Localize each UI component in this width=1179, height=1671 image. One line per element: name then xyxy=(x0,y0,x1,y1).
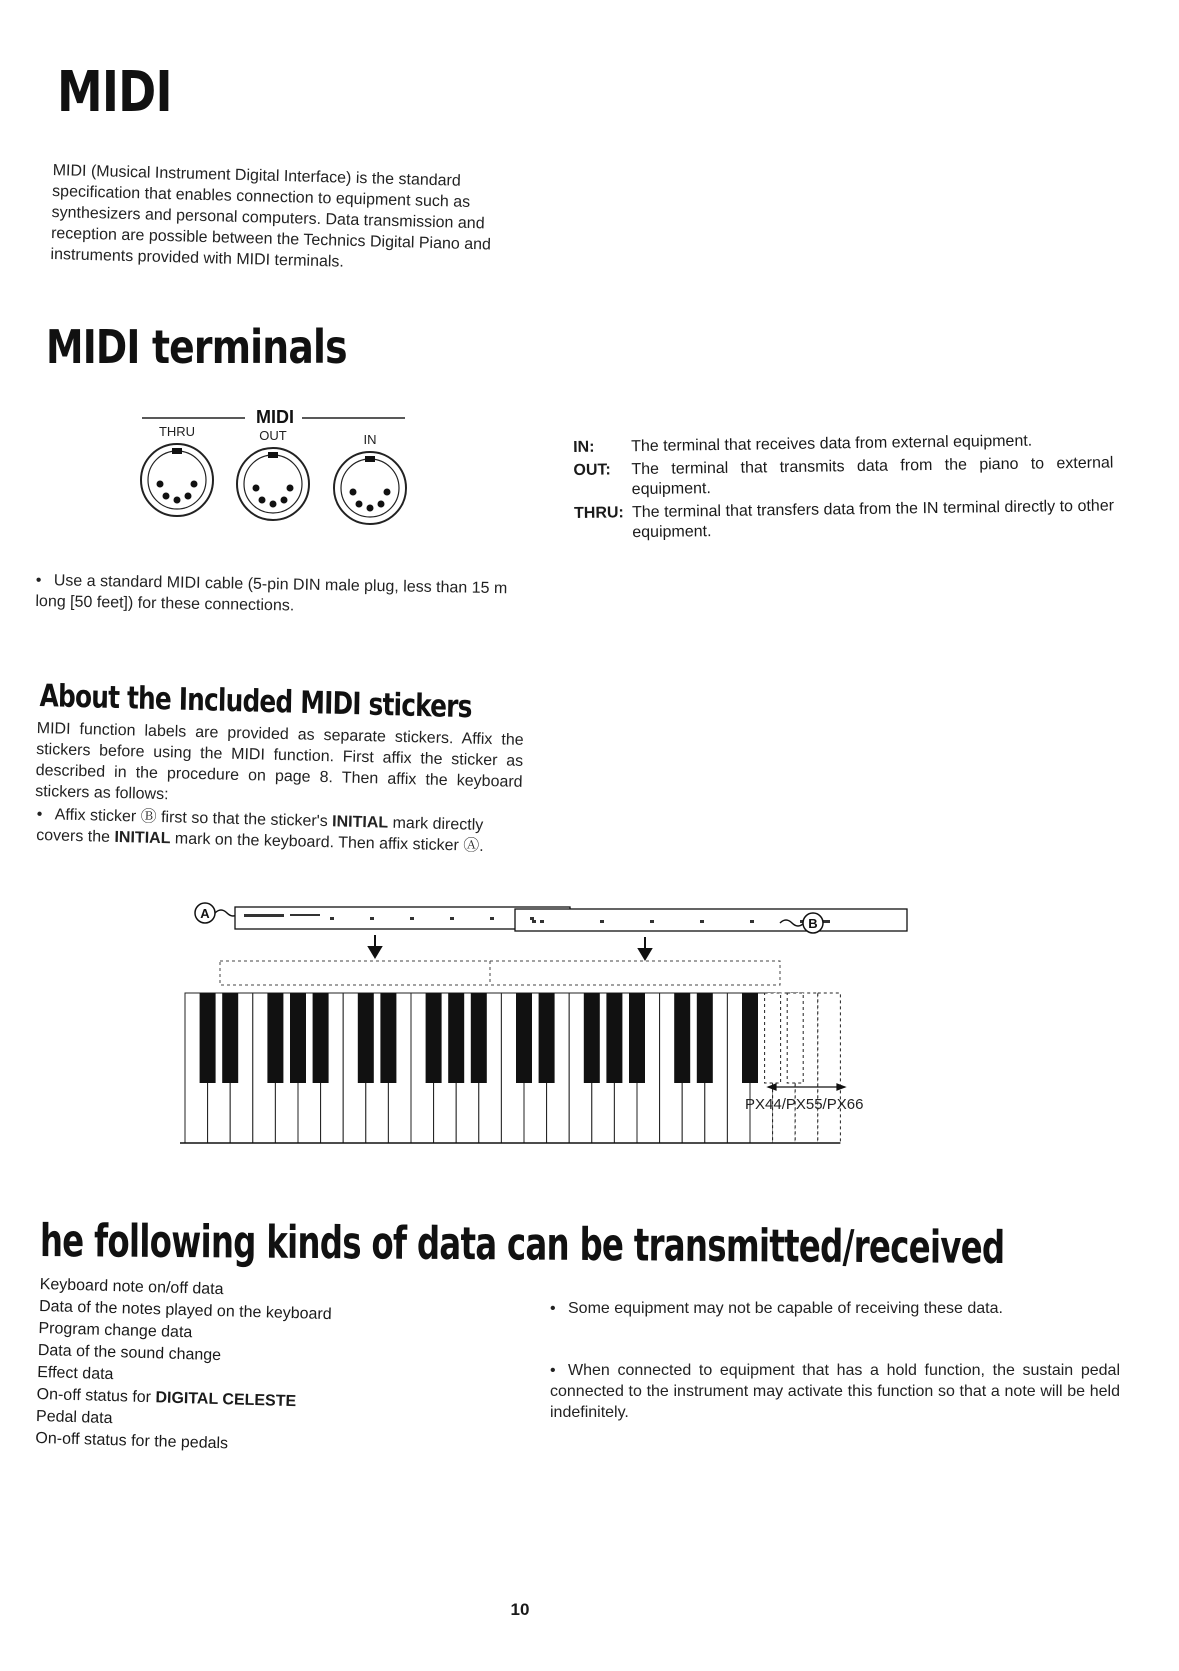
black-key xyxy=(200,993,216,1083)
definition-in: IN: The terminal that receives data from external equipment. xyxy=(573,432,1033,456)
midi-terminals-diagram xyxy=(130,398,430,533)
black-key xyxy=(290,993,306,1083)
bullet-icon: • xyxy=(550,1300,556,1317)
down-arrow-icon xyxy=(369,935,381,957)
data-kinds-list xyxy=(35,1274,332,1458)
definition-thru: THRU: The terminal that transfers data from the IN terminal directly to other equipment. xyxy=(573,497,1115,542)
black-key xyxy=(765,993,781,1083)
midi-port-out-icon xyxy=(237,448,309,520)
list-item: Keyboard note on/off data xyxy=(39,1275,224,1299)
list-item: Effect data xyxy=(37,1363,114,1384)
black-key xyxy=(516,993,532,1083)
page-title-midi: MIDI xyxy=(57,60,172,125)
keyboard-sticker-diagram xyxy=(180,895,940,1165)
list-item: Program change data xyxy=(38,1319,193,1342)
port-label-in: IN xyxy=(363,432,377,447)
port-label-thru: THRU xyxy=(158,424,196,439)
piano-keyboard xyxy=(180,993,840,1143)
sticker-strip-b xyxy=(515,909,907,931)
black-key xyxy=(584,993,600,1083)
midi-cable-bullet: • Use a standard MIDI cable (5-pin DIN male plug, less than 15 m long [50 feet]) for these connections. xyxy=(35,571,508,615)
list-item: Data of the notes played on the keyboard xyxy=(38,1297,332,1324)
midi-port-in-icon xyxy=(334,452,406,524)
midi-group-label: MIDI xyxy=(256,407,294,427)
model-label: PX44/PX55/PX66 xyxy=(745,1096,864,1113)
stickers-body: MIDI function labels are provided as separate stickers. Affix the stickers before using the MIDI function. First affix the sticker as described in the procedure on page 8. Then affix the keyboard stickers as follows: xyxy=(34,719,524,804)
black-key xyxy=(380,993,396,1083)
sticker-b-label: B xyxy=(808,916,818,931)
section-title-data-kinds: he following kinds of data can be transmitted/received xyxy=(39,1214,1005,1275)
midi-intro-paragraph: MIDI (Musical Instrument Digital Interface) is the standard specification that enables connection to equipment such as synthesizers and personal computers. Data transmission and reception are possible between the Technics Digital Piano and instruments provided with MIDI terminals. xyxy=(50,161,492,271)
terminal-definitions xyxy=(573,430,1114,547)
data-note-1: • Some equipment may not be capable of receiving these data. xyxy=(550,1300,1003,1317)
data-note-2: • When connected to equipment that has a hold function, the sustain pedal connected to the instrument may activate this function so that a note will be held indefinitely. xyxy=(550,1362,1120,1421)
black-key xyxy=(606,993,622,1083)
white-key xyxy=(818,993,841,1143)
list-item: On-off status for DIGITAL CELESTE xyxy=(36,1385,297,1411)
section-title-stickers: About the Included MIDI stickers xyxy=(39,678,472,726)
list-item: Data of the sound change xyxy=(37,1341,222,1365)
black-key xyxy=(222,993,238,1083)
black-key xyxy=(471,993,487,1083)
black-key xyxy=(697,993,713,1083)
black-key xyxy=(539,993,555,1083)
down-arrow-icon xyxy=(639,937,651,959)
black-key xyxy=(313,993,329,1083)
definition-out: OUT: The terminal that transmits data from the piano to external equipment. xyxy=(573,454,1114,499)
black-key xyxy=(629,993,645,1083)
black-key xyxy=(448,993,464,1083)
list-item: On-off status for the pedals xyxy=(35,1429,229,1453)
bullet-icon: • xyxy=(550,1362,556,1379)
list-item: Pedal data xyxy=(35,1407,113,1428)
black-key xyxy=(267,993,283,1083)
bullet-icon: • xyxy=(35,571,42,590)
midi-port-thru-icon xyxy=(141,444,213,516)
bullet-icon: • xyxy=(36,805,43,824)
black-key xyxy=(674,993,690,1083)
sticker-a-label: A xyxy=(200,906,210,921)
stickers-bullet: • Affix sticker Ⓑ first so that the sticker's INITIAL mark directly covers the INITIAL mark on the keyboard. Then affix sticker Ⓐ. xyxy=(36,805,484,855)
section-title-midi-terminals: MIDI terminals xyxy=(46,320,347,374)
black-key xyxy=(426,993,442,1083)
page-number: 10 xyxy=(510,1600,530,1619)
port-label-out: OUT xyxy=(259,428,287,443)
black-key xyxy=(742,993,758,1083)
black-key xyxy=(787,993,803,1083)
black-key xyxy=(358,993,374,1083)
